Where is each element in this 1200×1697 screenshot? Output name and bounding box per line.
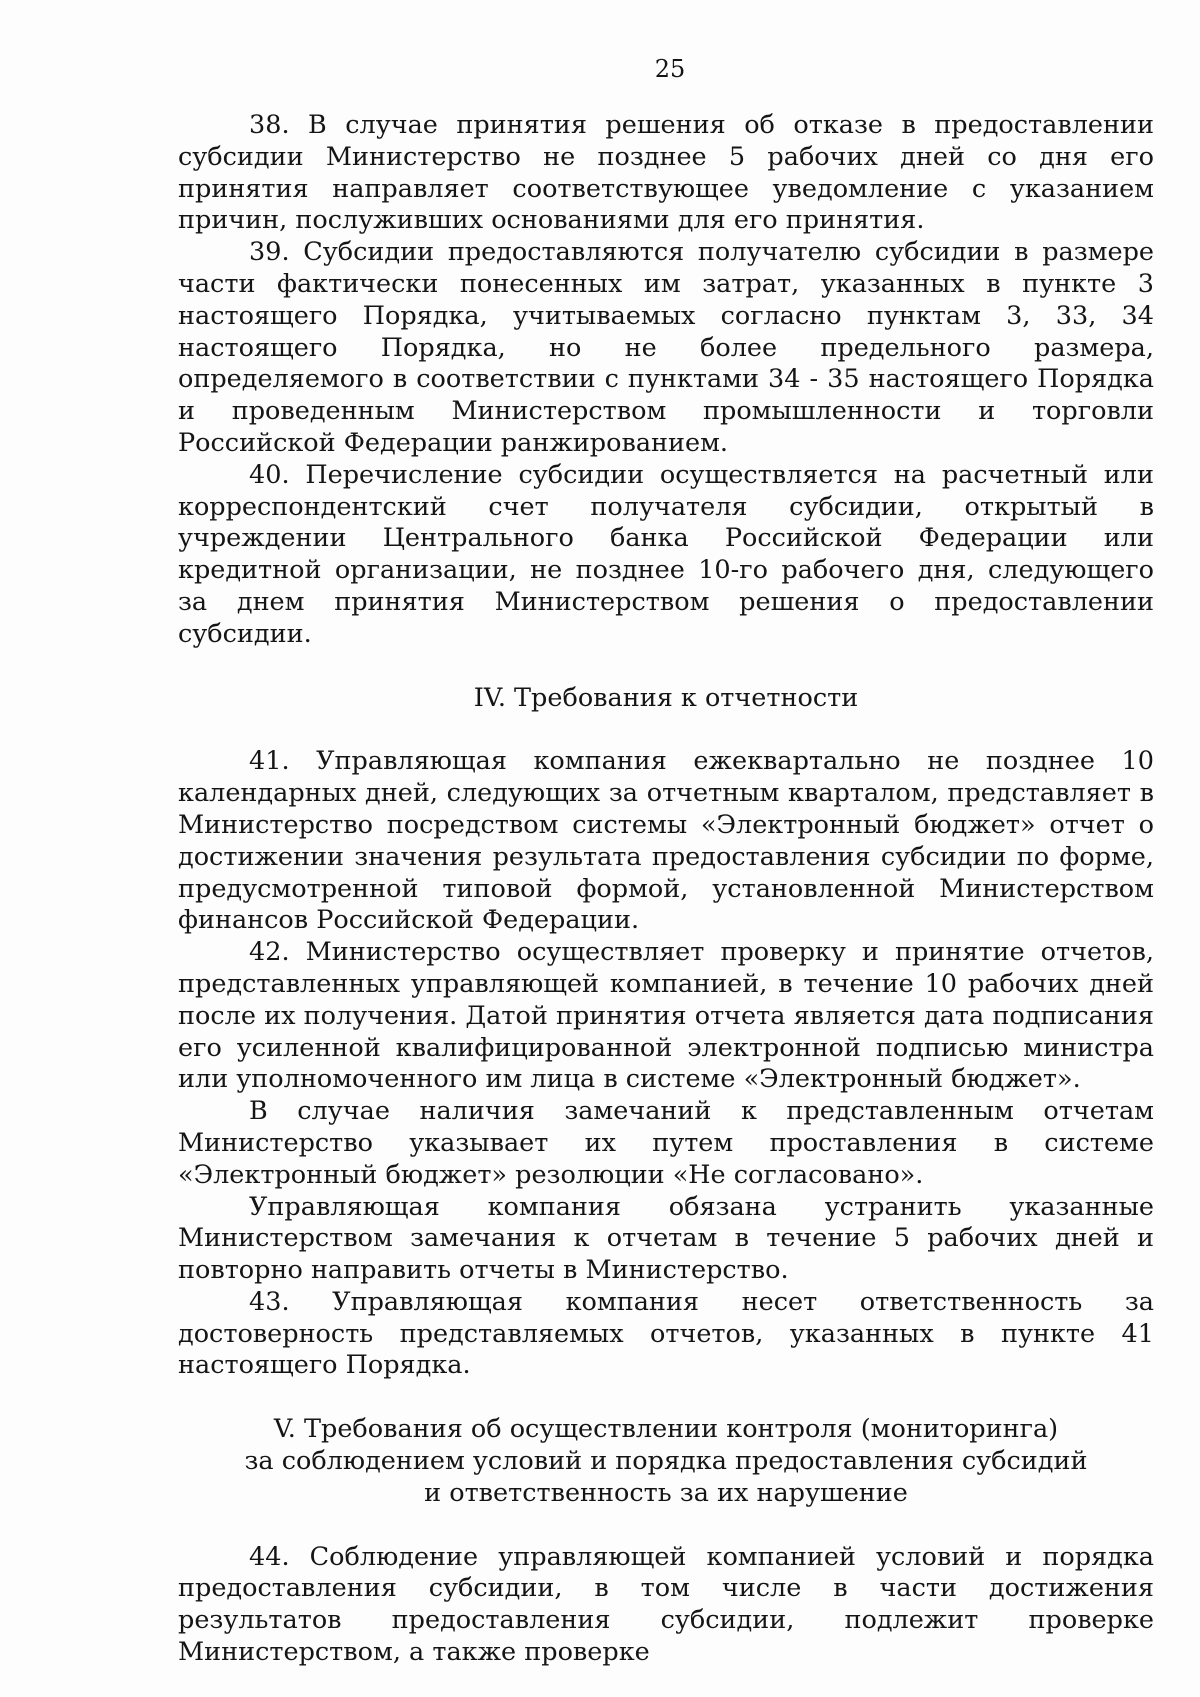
paragraph-42-remarks: В случае наличия замечаний к представленным отчетам Министерство указывает их путем проставления в системе «Электронный бюджет» резолюции «Не согласовано». xyxy=(178,1096,1154,1190)
document-body xyxy=(178,110,1154,1669)
paragraph-38: 38. В случае принятия решения об отказе в предоставлении субсидии Министерство не позднее 5 рабочих дней со дня его принятия направляет соответствующее уведомление с указанием причин, послуживших основаниями для его принятия. xyxy=(178,110,1154,236)
paragraph-40: 40. Перечисление субсидии осуществляется на расчетный или корреспондентский счет получателя субсидии, открытый в учреждении Центрального банка Российской Федерации или кредитной организации, не позднее 10-го рабочего дня, следующего за днем принятия Министерством решения о предоставлении субсидии. xyxy=(178,459,1154,649)
section-heading-v-line-2: за соблюдением условий и порядка предоставления субсидий xyxy=(244,1446,1088,1477)
paragraph-44: 44. Соблюдение управляющей компанией условий и порядка предоставления субсидии, в том числе в части достижения результатов предоставления субсидии, подлежит проверке Министерством, а также проверке xyxy=(178,1541,1154,1668)
section-heading-v xyxy=(178,1414,1154,1509)
section-heading-v-line-3: и ответственность за их нарушение xyxy=(424,1477,908,1508)
paragraph-39: 39. Субсидии предоставляются получателю субсидии в размере части фактически понесенных им затрат, указанных в пункте 3 настоящего Порядка, учитываемых согласно пунктам 3, 33, 34 настоящего Порядка, но не более предельного размера, определяемого в соответствии с пунктами 34 - 35 настоящего Порядка и проведенным Министерством промышленности и торговли Российской Федерации ранжированием. xyxy=(178,237,1154,458)
page-number: 25 xyxy=(654,55,686,83)
section-heading-iv: IV. Требования к отчетности xyxy=(473,682,859,713)
paragraph-43: 43. Управляющая компания несет ответственность за достоверность представляемых отчетов, указанных в пункте 41 настоящего Порядка. xyxy=(178,1286,1154,1381)
paragraph-41: 41. Управляющая компания ежеквартально не позднее 10 календарных дней, следующих за отчетным кварталом, представляет в Министерство посредством системы «Электронный бюджет» отчет о достижении значения результата предоставления субсидии по форме, предусмотренной типовой формой, установленной Министерством финансов Российской Федерации. xyxy=(178,746,1154,936)
paragraph-42: 42. Министерство осуществляет проверку и принятие отчетов, представленных управляющей компанией, в течение 10 рабочих дней после их получения. Датой принятия отчета является дата подписания его усиленной квалифицированной электронной подписью министра или уполномоченного им лица в системе «Электронный бюджет». xyxy=(178,937,1154,1095)
section-heading-v-line-1: V. Требования об осуществлении контроля (мониторинга) xyxy=(273,1414,1059,1445)
paragraph-42-corrections: Управляющая компания обязана устранить указанные Министерством замечания к отчетам в течение 5 рабочих дней и повторно направить отчеты в Министерство. xyxy=(178,1191,1154,1286)
